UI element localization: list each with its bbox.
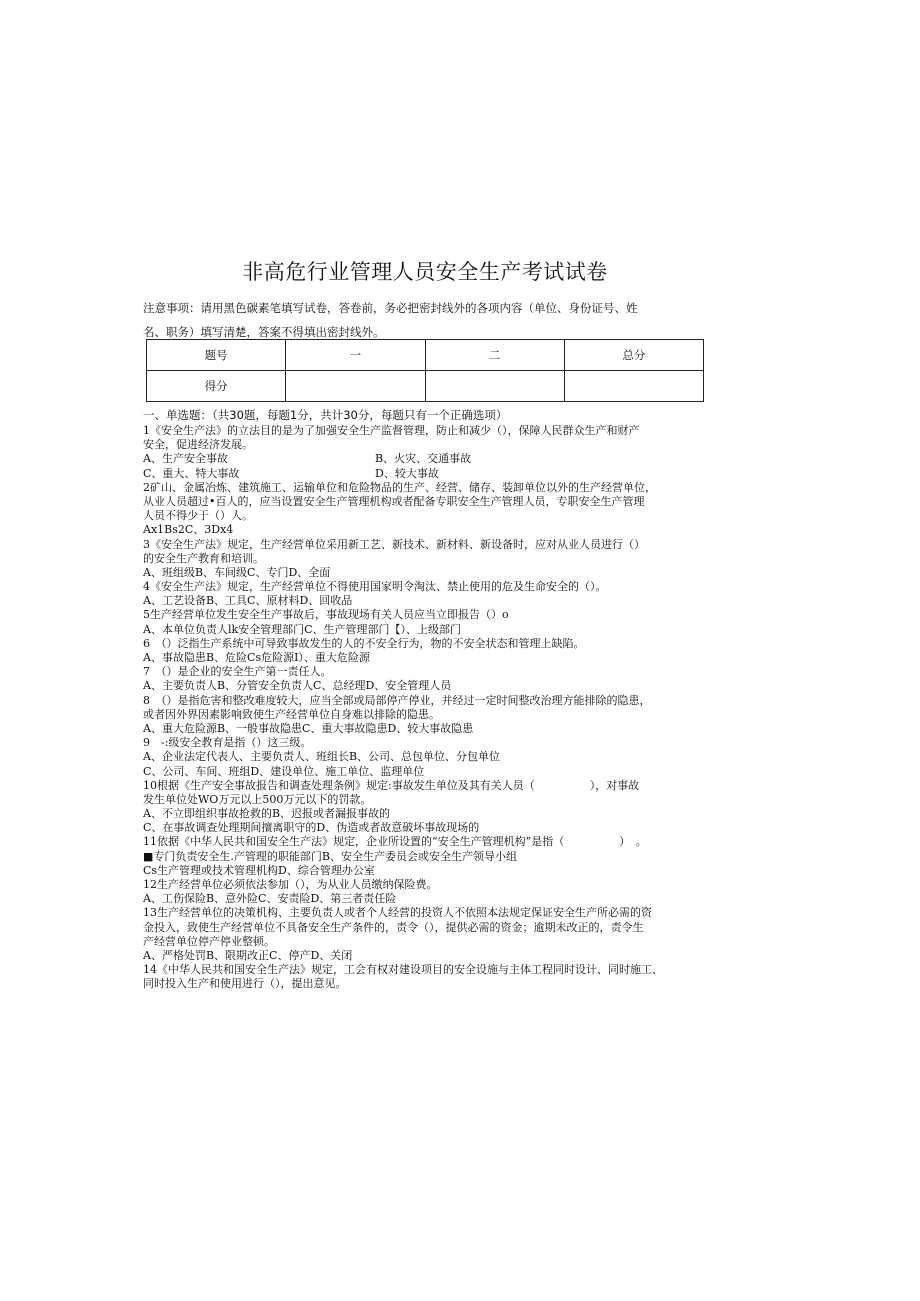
- question-text-line: A、重大危险源B、一般事故隐患C、重大事故隐患D、较大事故隐患: [143, 721, 474, 735]
- question-stem-line: 13生产经营单位的决策机构、主要负责人或者个人经营的投资人不依照本法规定保证安全生产所必需的资: [143, 906, 652, 920]
- option-row: [143, 467, 718, 481]
- score-table-score-row: [147, 371, 704, 402]
- score-cell-part-1[interactable]: [286, 371, 425, 402]
- score-row-label: 得分: [147, 371, 286, 402]
- option-row: [143, 452, 718, 466]
- score-cell-part-2[interactable]: [425, 371, 564, 402]
- question-stem-line: 2矿山、金属冶炼、建筑施工、运输单位和危险物品的生产、经营、储存、装卸单位以外的生产经营单位，: [143, 480, 656, 494]
- score-header-question-no: 题号: [147, 340, 286, 371]
- notice-line-2: 名、职务）填写清楚，答案不得填出密封线外。: [143, 325, 385, 339]
- option-text: C、重大、特大事故: [143, 466, 240, 480]
- question-text-line: A、事故隐患B、危险Cs危险源I）、重大危险源: [143, 651, 370, 664]
- question-text-line: Cs生产管理或技术管理机构D、综合管理办公室: [143, 863, 375, 877]
- question-stem-line: 10根据《生产安全事故报告和调查处理条例》规定:事故发生单位及其有关人员（ ），对事故: [143, 778, 640, 792]
- question-stem-line: 12生产经营单位必须依法参加（），为从业人员缴纳保险费。: [143, 878, 438, 891]
- option-text: B、火灾、交通事故: [375, 452, 472, 466]
- question-text-line: 安全，促进经济发展。: [143, 438, 253, 452]
- question-text-line: 人员不得少于（）人。: [143, 509, 253, 523]
- notice-line-1: 注意事项：请用黑色碳素笔填写试卷，答卷前，务必把密封线外的各项内容（单位、身份证号、姓: [143, 301, 638, 315]
- question-text-line: A、严格处罚B、限期改正C、停产D、关闭: [143, 948, 353, 962]
- question-text-line: A、本单位负责人lk安全管理部门C、生产管理部门【）、上级部门: [143, 622, 462, 636]
- question-text-line: A、主要负责人B、分管安全负责人C、总经理D、安全管理人员: [143, 679, 452, 693]
- section-heading: 一、单选题：（共30题，每题1分，共计30分，每题只有一个正确选项）: [143, 408, 508, 422]
- question-text-line: A、班组级B、车间级C、专门D、全面: [143, 565, 331, 579]
- question-stem-line: 9 -:级安全教育是指（）这三级。: [143, 736, 312, 750]
- question-text-line: 从业人员超过•百人的，应当设置安全生产管理机构或者配备专职安全生产管理人员，专职安全生产管理: [143, 494, 645, 508]
- question-text-line: A、不立即组织事故抢救的B、迟报或者漏报事故的: [143, 807, 391, 821]
- question-text-line: C、公司、车间、班组D、建设单位、施工单位、监理单位: [143, 764, 425, 778]
- question-stem-line: 14《中华人民共和国安全生产法》规定，工会有权对建设项目的安全设施与主体工程同时设计、同时施工、: [143, 963, 663, 977]
- score-header-total: 总分: [564, 340, 703, 371]
- question-text-line: 产经营单位停产停业整顿。: [143, 934, 275, 948]
- question-text-line: C、在事故调查处理期间擅离职守的D、伪造或者故意破坏事故现场的: [143, 821, 480, 835]
- option-text: D、较大事故: [375, 466, 439, 480]
- question-text-line: Ax1Bs2C、3Dx4: [143, 523, 234, 537]
- question-text-line: 的安全生产教育和培训。: [143, 551, 264, 565]
- exam-title: 非高危行业管理人员安全生产考试试卷: [242, 260, 608, 284]
- question-text-line: A、工艺设备B、工具C、原材料D、回收品: [143, 594, 353, 608]
- question-stem-line: 3《安全生产法》规定，生产经营单位采用新工艺、新技术、新材料、新设备时，应对从业人员进行（）: [143, 537, 645, 551]
- question-text-line: 发生单位处WO万元以上500万元以下的罚款。: [143, 792, 372, 806]
- question-stem-line: 6 （）泛指生产系统中可导致事故发生的人的不安全行为，物的不安全状态和管理上缺陷。: [143, 636, 585, 650]
- score-header-part-2: 二: [425, 340, 564, 371]
- question-stem-line: 7 （）是企业的安全生产第一责任人。: [143, 665, 332, 679]
- question-text-line: 同时投入生产和使用进行（），提出意见。: [143, 977, 347, 991]
- score-table-header-row: [147, 340, 704, 371]
- question-text-line: A、工伤保险B、意外险C、安责险D、第三者责任险: [143, 892, 397, 906]
- question-text-line: A、企业法定代表人、主要负责人、班组长B、公司、总包单位、分包单位: [143, 750, 501, 764]
- score-header-part-1: 一: [286, 340, 425, 371]
- question-text-line: 金投入，致使生产经营单位不具备安全生产条件的，责令（），提供必需的资金；逾期未改正的，责令生: [143, 920, 644, 934]
- score-table: [146, 339, 704, 402]
- question-stem-line: 1《安全生产法》的立法目的是为了加强安全生产监督管理，防止和减少（），保障人民群众生产和财产: [143, 424, 640, 437]
- question-stem-line: 8 （）是指危害和整改难度较大，应当全部或局部停产停业，并经过一定时间整改治理方能排除的隐患，: [143, 693, 651, 707]
- question-stem-line: 4《安全生产法》规定，生产经营单位不得使用国家明令淘汰、禁止使用的危及生命安全的（）。: [143, 580, 607, 594]
- question-list: [143, 424, 718, 992]
- question-text-line: ■专门负责安全生.产管理的职能部门B、安全生产委员会或安全生产领导小组: [143, 849, 517, 863]
- score-cell-total[interactable]: [564, 371, 703, 402]
- question-stem-line: 5生产经营单位发生安全生产事故后，事故现场有关人员应当立即报告（）o: [143, 608, 509, 622]
- option-text: A、生产安全事故: [143, 452, 228, 466]
- question-stem-line: 11依据《中华人民共和国安全生产法》规定，企业所设置的“安全生产管理机构”是指（ ） 。: [143, 835, 647, 849]
- question-text-line: 或者因外界因素影响致使生产经营单位自身难以排除的隐患。: [143, 707, 440, 721]
